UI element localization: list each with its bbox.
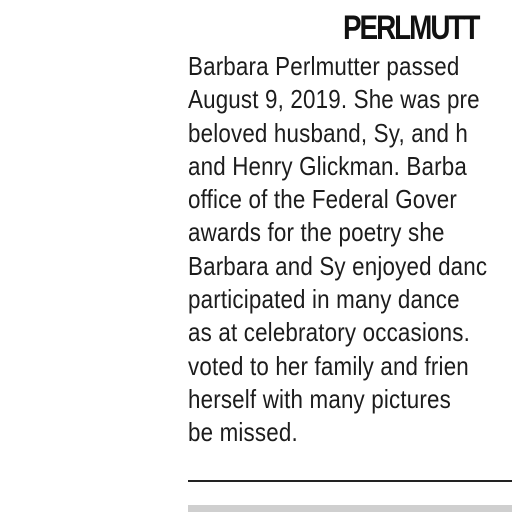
obituary-line: as at celebratory occasions.	[188, 317, 470, 348]
next-entry-bar	[188, 505, 512, 512]
obituary-line: Barbara Perlmutter passed	[188, 51, 460, 81]
obituary-line: Barbara and Sy enjoyed danc	[188, 250, 488, 281]
obituary-body	[188, 50, 512, 450]
obituary-line: be missed.	[188, 417, 298, 448]
obituary-line: awards for the poetry she	[188, 217, 445, 248]
obituary-line: beloved husband, Sy, and h	[188, 117, 469, 148]
obituary-line: herself with many pictures	[188, 383, 451, 414]
section-divider	[188, 480, 512, 482]
obituary-line: voted to her family and frien	[188, 350, 469, 381]
obituary-line: office of the Federal Gover	[188, 184, 457, 215]
obituary-line: and Henry Glickman. Barba	[188, 150, 467, 181]
obituary-line: August 9, 2019. She was pre	[188, 84, 480, 115]
obituary-heading: PERLMUTT	[343, 9, 479, 47]
obituary-line: participated in many dance	[188, 284, 460, 315]
